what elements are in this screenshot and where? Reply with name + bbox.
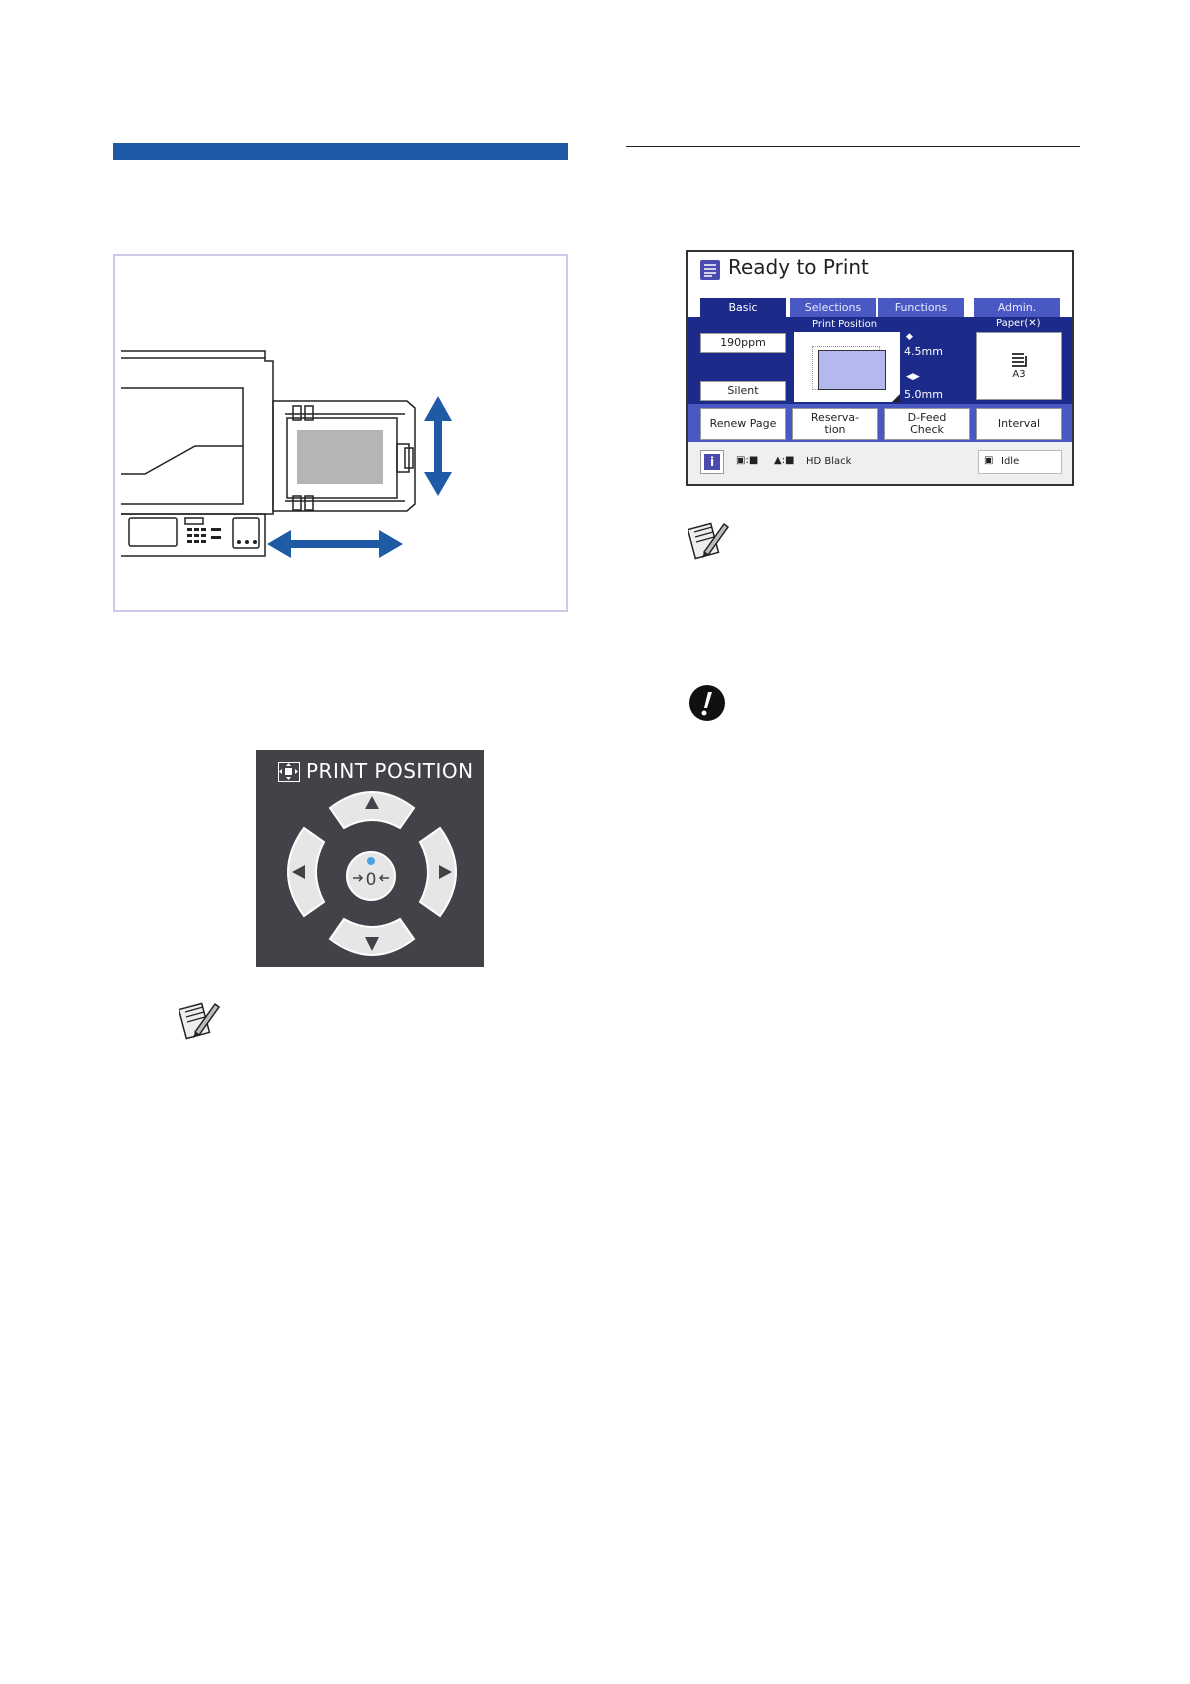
paper-stack-icon: [1009, 351, 1029, 369]
tab-basic[interactable]: Basic: [700, 298, 786, 317]
note-pencil-icon: [179, 998, 223, 1042]
print-position-panel: [256, 750, 484, 967]
document-icon: [700, 260, 720, 280]
horizontal-arrow-icon: ◀▶: [906, 372, 920, 382]
tab-selections[interactable]: Selections: [790, 298, 876, 317]
info-button[interactable]: [700, 450, 724, 474]
vertical-arrow-icon: ◆: [906, 332, 913, 342]
left-arrow-button[interactable]: [282, 824, 328, 920]
print-position-button[interactable]: [794, 332, 900, 402]
up-arrow-button[interactable]: [326, 786, 418, 832]
d-feed-check-button[interactable]: D-Feed Check: [884, 408, 970, 440]
section-rule: [626, 146, 1080, 147]
interval-button[interactable]: Interval: [976, 408, 1062, 440]
horizontal-offset: 5.0mm: [904, 388, 943, 401]
section-header-bar: [113, 143, 568, 160]
idle-label: Idle: [1001, 456, 1020, 467]
paper-label: Paper(✕): [996, 318, 1041, 329]
idle-status-button[interactable]: [978, 450, 1062, 474]
print-position-title: PRINT POSITION: [306, 759, 474, 783]
svg-text:0: 0: [365, 870, 377, 890]
speed-button[interactable]: 190ppm: [700, 333, 786, 353]
right-arrow-button[interactable]: [416, 824, 462, 920]
vertical-offset: 4.5mm: [904, 345, 943, 358]
printer-status-icon: ▣: [984, 455, 994, 466]
reset-center-button[interactable]: [345, 850, 397, 902]
machine-illustration-frame: [113, 254, 568, 612]
renew-page-button[interactable]: Renew Page: [700, 408, 786, 440]
printer-diagram: [115, 256, 566, 610]
screen-title: Ready to Print: [728, 255, 869, 279]
tab-admin[interactable]: Admin.: [974, 298, 1060, 317]
note-pencil-icon: [688, 518, 732, 562]
silent-button[interactable]: Silent: [700, 381, 786, 401]
important-exclamation-icon: [688, 684, 726, 722]
reservation-button[interactable]: Reserva- tion: [792, 408, 878, 440]
down-arrow-button[interactable]: [326, 915, 418, 961]
info-icon: i: [704, 454, 720, 470]
print-position-label: Print Position: [812, 319, 878, 330]
master-supply-icon: ▣:■: [736, 455, 759, 466]
ink-supply-icon: ▲:■: [774, 455, 795, 466]
ink-label: HD Black: [806, 456, 852, 467]
touch-panel-screen: [686, 250, 1074, 486]
corner-marker: [892, 394, 900, 402]
image-area: [818, 350, 886, 390]
tab-functions[interactable]: Functions: [878, 298, 964, 317]
paper-button[interactable]: [976, 332, 1062, 400]
paper-size: A3: [1012, 369, 1026, 380]
